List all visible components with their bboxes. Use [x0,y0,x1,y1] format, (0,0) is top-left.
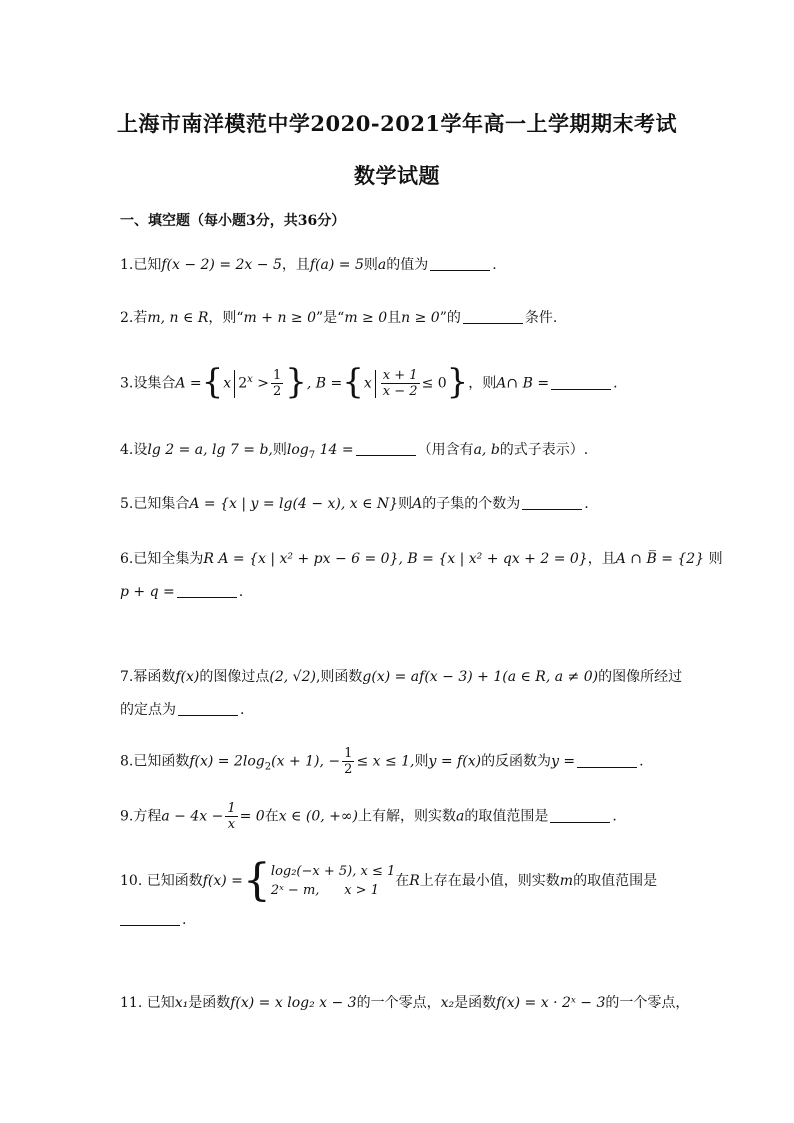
fraction-denominator: x − 2 [382,384,418,399]
fraction-numerator: 1 [344,746,353,761]
q3-exponent: x [247,373,253,385]
right-brace: } [446,361,469,402]
q10-piecewise [271,862,395,900]
answer-blank [550,808,610,823]
left-brace: { [201,361,224,402]
q1-text: 1.已知 [120,257,162,273]
q1-text: 的值为 [386,257,429,273]
q4-expr: log [286,442,309,458]
q2-text: 条件. [524,310,558,326]
question-3 [120,361,618,402]
q2-text: 2.若 [120,310,148,326]
question-6 [120,549,723,569]
q7-expr: f(x) [175,669,200,685]
q9-var: a [456,808,465,825]
q10-var: R [409,873,420,889]
q4-vars: a, b [473,442,500,458]
set-bar [234,370,235,398]
q1-text: 则 [363,257,378,273]
q4-subscript: 7 [308,449,316,461]
q4-text: 则 [272,442,287,458]
answer-blank [430,256,490,271]
q10-text: 10. 已知函数 [120,873,203,889]
q6-text: 则 [708,551,723,567]
q6-expr: p + q = [120,584,175,600]
q10-text: 在 [395,873,410,889]
q3-op: ≤ 0 [421,375,447,392]
answer-blank [120,911,180,926]
piecewise-brace: { [242,855,271,906]
fraction-denominator: x [227,817,236,832]
q1-text: ，且 [281,257,310,273]
q8-expr: f(x) = 2log [189,753,265,770]
fraction-denominator: 2 [344,762,353,777]
q2-expr: m, n ∈ R [147,310,209,326]
set-bar [375,370,376,398]
question-7-line-2 [120,700,244,720]
fraction-numerator: 1 [272,368,282,383]
q9-expr: a − 4x − [161,808,224,825]
q10-var: m [559,873,574,889]
q4-text: 的式子表示）. [499,442,589,458]
q6-var: R [203,551,214,567]
q5-var: A [412,496,423,512]
q9-text: 在 [264,808,279,825]
q6-expr: A ∩ B̅ = {2} [615,551,705,567]
q3-text: . [613,375,618,392]
q8-text: 则 [414,753,429,770]
q3-set-b-label: , B = [306,375,343,392]
q5-expr: A = {x | y = lg(4 − x), x ∈ N} [189,496,399,512]
q1-var: a [377,257,387,273]
q8-text: 的反函数为 [481,753,552,770]
q1-expr: f(x − 2) = 2x − 5 [161,257,282,273]
q6-text: 6.已知全集为 [120,551,204,567]
q8-expr: ≤ x ≤ 1, [356,753,415,770]
q4-expr: lg 2 = a, lg 7 = b, [147,442,273,458]
question-6-line-2 [120,582,243,602]
question-5 [120,494,589,514]
q8-expr: y = [551,753,576,770]
question-8 [120,746,644,777]
q8-text: . [639,753,644,770]
q11-var: x₁ [174,995,189,1011]
question-10 [120,855,658,906]
q3-expr: A∩ B = [496,375,550,392]
q6-text: ，且 [587,551,616,567]
q4-text: （用含有 [417,442,474,458]
q9-expr: x ∈ (0, +∞) [278,808,358,825]
q2-expr: m ≥ 0 [344,310,388,326]
q2-expr: n ≥ 0 [401,310,440,326]
q11-text: 11. 已知 [120,995,175,1011]
q9-expr: = 0 [239,808,265,825]
q3-fraction [381,368,420,399]
q7-text: 的图像过点 [199,669,270,685]
q9-text: 的取值范围是 [464,808,549,825]
question-9 [120,801,617,832]
q7-expr: g(x) = af(x − 3) + 1(a ∈ R, a ≠ 0) [362,669,599,685]
q9-text: . [612,808,617,825]
q11-expr: f(x) = x · 2ˣ − 3 [496,995,606,1011]
q3-base: 2 [238,375,248,392]
q7-expr: (2, √2) [269,669,316,685]
q11-expr: f(x) = x log₂ x − 3 [230,995,357,1011]
fraction-denominator: 2 [272,384,282,399]
q5-text: 5.已知集合 [120,496,190,512]
right-brace: } [285,361,307,402]
q2-text: ”的 [439,310,461,326]
question-4 [120,440,588,466]
piecewise-row: 2ˣ − m, x > 1 [270,883,379,898]
q9-text: 9.方程 [120,808,162,825]
q7-text: ,则函数 [315,669,363,685]
q1-text: . [492,257,497,273]
question-7 [120,667,682,687]
answer-blank [178,701,238,716]
piecewise-row: log₂(−x + 5), x ≤ 1 [270,864,396,879]
q6-expr: A = {x | x² + px − 6 = 0}, B = {x | x² + qx + 2 = 0} [218,551,588,567]
q2-text: 且 [387,310,402,326]
answer-blank [522,495,582,510]
q2-expr: m + n ≥ 0 [243,310,316,326]
q8-expr: (x + 1), − [271,753,341,770]
q7-text: 7.幂函数 [120,669,176,685]
q11-text: 是函数 [454,995,497,1011]
fraction-numerator: 1 [227,801,236,816]
answer-blank [577,753,637,768]
answer-blank [463,309,523,324]
question-2 [120,308,557,328]
q10-text: 的取值范围是 [573,873,658,889]
q6-text: . [238,584,244,600]
left-brace: { [342,361,364,402]
q8-fraction [342,746,354,777]
q8-expr: y = f(x) [428,753,482,770]
q9-fraction [225,801,237,832]
q3-fraction [271,368,283,399]
q3-set-a-label: A = [175,375,202,392]
answer-blank [177,583,237,598]
q2-text: ，则“ [208,310,244,326]
q11-var: x₂ [440,995,455,1011]
q5-text: 则 [398,496,413,512]
q9-text: 上有解，则实数 [358,808,456,825]
q3-var: x [363,375,372,392]
q5-text: . [584,496,589,512]
question-11 [120,993,689,1013]
q2-text: ”是“ [316,310,345,326]
q4-expr: 14 = [315,442,354,458]
q3-op: > [252,375,269,392]
q11-text: 是函数 [188,995,231,1011]
section-heading: 一、填空题（每小题3分，共36分） [120,213,346,229]
fraction-numerator: x + 1 [382,368,418,383]
q10-text: 上存在最小值，则实数 [419,873,560,889]
q7-text: 的定点为 [120,702,176,718]
answer-blank [551,375,611,390]
q7-text: . [240,702,245,718]
exam-title: 上海市南洋模范中学2020-2021学年高一上学期期末考试 [116,111,678,136]
question-1 [120,255,497,275]
q3-text: ，则 [468,375,497,392]
question-10-line-2 [120,910,186,930]
q8-subscript: 2 [264,761,272,773]
q3-text: 3.设集合 [120,375,176,392]
exam-subtitle: 数学试题 [354,163,440,188]
q10-text: . [182,912,187,928]
q11-text: 的一个零点， [605,995,690,1011]
q1-expr: f(a) = 5 [309,257,364,273]
q3-var: x [223,375,232,392]
q4-text: 4.设 [120,442,148,458]
q7-text: 的图像所经过 [598,669,683,685]
q10-expr: f(x) = [202,873,243,889]
answer-blank [356,441,416,456]
q11-text: 的一个零点， [356,995,441,1011]
q8-text: 8.已知函数 [120,753,190,770]
q5-text: 的子集的个数为 [422,496,521,512]
